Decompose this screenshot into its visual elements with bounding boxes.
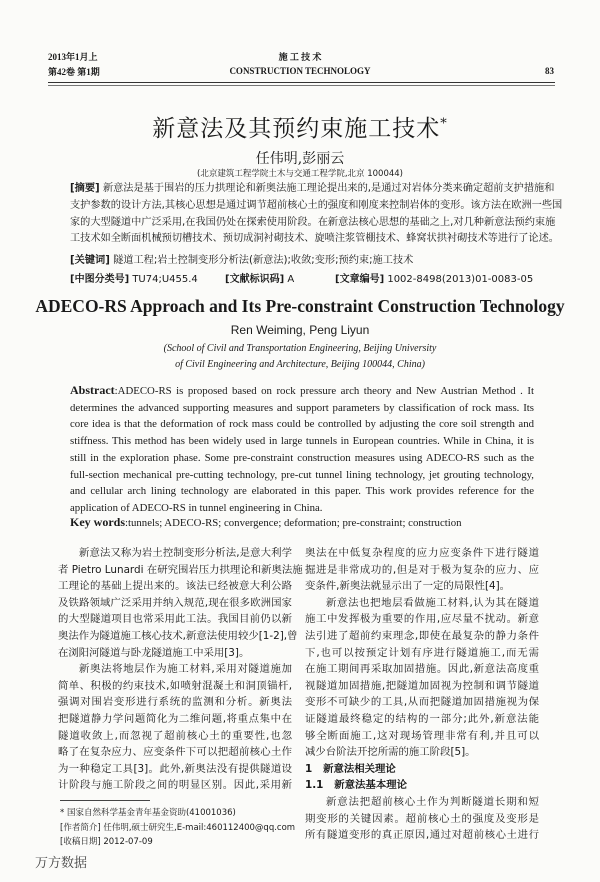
- abstract-en-line: [70, 467, 534, 484]
- body-line: 减少台阶法开挖所需的施工阶段[5]。: [305, 746, 476, 759]
- body-line: 工理论的基础上提出来的。该法已经被意大利公路: [58, 580, 292, 593]
- footnotes: [60, 806, 295, 850]
- title-cn: [0, 110, 600, 143]
- body-column-right: [305, 545, 539, 844]
- abstract-cn-line: [70, 198, 563, 215]
- keywords-en: [70, 515, 462, 530]
- journal-name-en: CONSTRUCTION TECHNOLOGY: [229, 66, 371, 76]
- body-line: 略了在复杂应力、应变条件下可以把超前核心土作: [58, 746, 292, 759]
- abstract-en-text: still in the exploration phase. Some pre-constraint construction measures using ADECO-RS such as the: [70, 451, 534, 464]
- abstract-cn-line: [70, 215, 556, 232]
- clc-value: TU74;U455.4: [132, 274, 198, 285]
- article-no-label: [文章编号]: [335, 274, 385, 285]
- abstract-en-line: [70, 483, 534, 500]
- affiliation-cn: (北京建筑工程学院土木与交通工程学院,北京 100044): [197, 169, 403, 179]
- abstract-en-line: [70, 382, 534, 400]
- authors-cn: 任伟明,彭丽云: [255, 151, 345, 167]
- body-line: 新意法把超前核心土作为判断隧道长期和短: [326, 795, 539, 808]
- keywords-cn-text: 隧道工程;岩土控制变形分析法(新意法);收敛;变形;预约束;施工技术: [113, 255, 414, 266]
- body-line: 者 Pietro Lunardi 在研究围岩压力拱理论和新奥法施: [58, 563, 303, 576]
- title-footnote-mark: *: [440, 116, 448, 132]
- wanfang-watermark: 万方数据: [35, 856, 88, 871]
- body-line: 新意法又称为岩土控制变形分析法,是意大利学: [79, 547, 292, 559]
- body-line: 新意法也把地层看做施工材料,认为其在隧道: [326, 596, 539, 609]
- abstract-en-text: and cellular arch lining technology are elaborated in this paper. This work provides reference for the: [70, 485, 534, 498]
- body-line: 把隧道静力学问题简化为二维问题,将重点集中在: [58, 712, 292, 725]
- body-line: 为一种稳定工具[3]。此外,新奥法没有提供隧道设: [58, 762, 292, 775]
- abstract-en-label: Abstract: [70, 383, 115, 397]
- abstract-cn-line: [70, 231, 559, 248]
- body-line: 所有隧道变形的真正原因,通过对超前核心土进行: [305, 829, 539, 842]
- body-line: 视隧道加固措施,把隧道加固视为控制和调节隧道: [305, 679, 539, 692]
- body-line: 隧道收敛上,而忽视了超前核心土的重要性,也忽: [58, 729, 292, 742]
- title-cn-text: 新意法及其预约束施工技术: [152, 116, 441, 142]
- title-en: ADECO-RS Approach and Its Pre-constraint Construction Technology: [35, 296, 565, 316]
- body-line: 变条件,新奥法就显示出了一定的局限性[4]。: [305, 580, 511, 593]
- abstract-en-text: full-section mechanical pre-cutting technology, pre-cut tunnel lining technology, jet grouting technology,: [70, 468, 534, 481]
- abstract-cn-text: 支护参数的设计方法,其核心思想是通过调节超前核心土的强度和刚度来控制岩体的变形。该方法在欧洲一些国: [70, 199, 563, 211]
- footnote-rule: [60, 800, 150, 801]
- body-line: 变形不可缺少的工具,从而把隧道加固措施视为保: [305, 696, 539, 709]
- body-line: 及铁路领域广泛采用并纳入规范,现在很多欧洲国家: [58, 596, 292, 609]
- abstract-cn-line: [70, 181, 555, 198]
- keywords-cn-label: [关键词]: [70, 255, 110, 266]
- body-line: 掘进是非常成功的,但是对于极为复杂的应力、应: [305, 563, 539, 576]
- affiliation-en-line1: (School of Civil and Transportation Engineering, Beijing University: [163, 343, 437, 354]
- body-line: 够全断面施工,这对现场管理非常有利,并且可以: [305, 729, 539, 742]
- footnote-author-bio: [作者简介] 任伟明,硕士研究生,E-mail:460112400@qq.com: [60, 822, 296, 833]
- body-line: 奥法作为隧道施工核心技术,新意法使用较少[1-2],曾: [58, 629, 298, 642]
- clc-number: [70, 270, 198, 285]
- abstract-en-line: [70, 400, 534, 417]
- article-number: [335, 270, 533, 285]
- abstract-en-line: [70, 450, 534, 467]
- body-line: 下,也可以按预定计划有序进行隧道施工,而无需: [305, 646, 539, 659]
- doc-code-label: [文献标识码]: [225, 274, 285, 285]
- abstract-en-text: determines the advanced supporting measures and support parameters by classification of rock mass. Its: [70, 401, 534, 414]
- section-heading: 1.1 新意法基本理论: [305, 779, 407, 792]
- body-line: 计阶段与施工阶段之间的明显区别。因此,采用新: [58, 779, 292, 792]
- body-line: 期变形的关键因素。超前核心土的强度及变形是: [305, 812, 539, 825]
- body-line: 证隧道最终稳定的结构的一部分;此外,新意法能: [305, 712, 539, 725]
- doc-code-value: A: [287, 274, 295, 285]
- keywords-cn: [70, 251, 413, 266]
- section-heading: 1 新意法相关理论: [305, 762, 396, 775]
- volume-issue: 第42卷 第1期: [48, 67, 100, 77]
- body-line: 法引进了超前约束理念,即使在最复杂的静力条件: [305, 629, 539, 642]
- affiliation-en-line2: of Civil Engineering and Architecture, Beijing 100044, China): [175, 359, 425, 370]
- abstract-en: [70, 382, 534, 517]
- abstract-en-text: core idea is that the deformation of rock mass could be controlled by adjusting the core soil strength and: [70, 418, 534, 431]
- abstract-en-text: stiffness. This method has been widely used in large tunnels in European countries. While in China, it is: [70, 435, 534, 448]
- article-no-value: 1002-8498(2013)01-0083-05: [387, 274, 534, 285]
- abstract-en-line: [70, 433, 534, 450]
- body-line: 在施工期间再采取加固措施。因此,新意法高度重: [305, 663, 539, 676]
- body-column-left: [58, 545, 303, 794]
- header-rule: [48, 82, 555, 86]
- document-code: [225, 270, 294, 285]
- keywords-en-text: :tunnels; ADECO-RS; convergence; deformation; pre-constraint; construction: [125, 517, 462, 529]
- footnote-received-date: [收稿日期] 2012-07-09: [60, 837, 153, 847]
- journal-name-cn: 施 工 技 术: [278, 52, 322, 62]
- abstract-en-text: application of ADECO-RS in tunnel engineering in China.: [70, 501, 323, 514]
- footnote-funding: * 国家自然科学基金青年基金资助(41001036): [60, 808, 236, 818]
- authors-en: Ren Weiming, Peng Liyun: [230, 323, 370, 337]
- abstract-cn-text: 工技术如全断面机械预切槽技术、预切成洞衬砌技术、旋喷注浆管棚技术、蜂窝状拱衬砌技术等进行了论述。: [70, 233, 559, 245]
- abstract-cn-text: 家的大型隧道中广泛采用,在我国仍处在探索使用阶段。在新意法核心思想的基础之上,对几种新意法预约束施: [70, 216, 556, 228]
- body-line: 的大型隧道项目也常采用此工法。我国目前仍以新: [58, 613, 292, 626]
- abstract-cn-text: 新意法是基于围岩的压力拱理论和新奥法施工理论提出来的,是通过对岩体分类来确定超前支护措施和: [102, 183, 555, 194]
- body-line: 奥法在中低复杂程度的应力应变条件下进行隧道: [305, 547, 539, 559]
- abstract-en-line: [70, 416, 534, 433]
- abstract-cn-label: [摘要]: [70, 183, 100, 194]
- body-line: 施工中发挥极为重要的作用,应尽量不扰动。新意: [305, 613, 539, 626]
- issue-date: 2013年1月上: [48, 52, 98, 62]
- body-line: 在浏阳河隧道与卧龙隧道施工中采用[3]。: [58, 646, 250, 659]
- abstract-en-text: :ADECO-RS is proposed based on rock pressure arch theory and New Austrian Method . It: [114, 385, 534, 397]
- body-line: 简单、积极的约束技术,如喷射混凝土和洞顶锚杆,: [58, 679, 292, 692]
- body-line: 新奥法将地层作为施工材料,采用对隧道施加: [79, 663, 292, 676]
- clc-label: [中图分类号]: [70, 274, 130, 285]
- body-line: 强调对围岩变形进行系统的监测和分析。新奥法: [58, 696, 292, 709]
- abstract-cn: [70, 181, 563, 248]
- page-number: 83: [545, 66, 554, 76]
- keywords-en-label: Key words: [70, 515, 125, 529]
